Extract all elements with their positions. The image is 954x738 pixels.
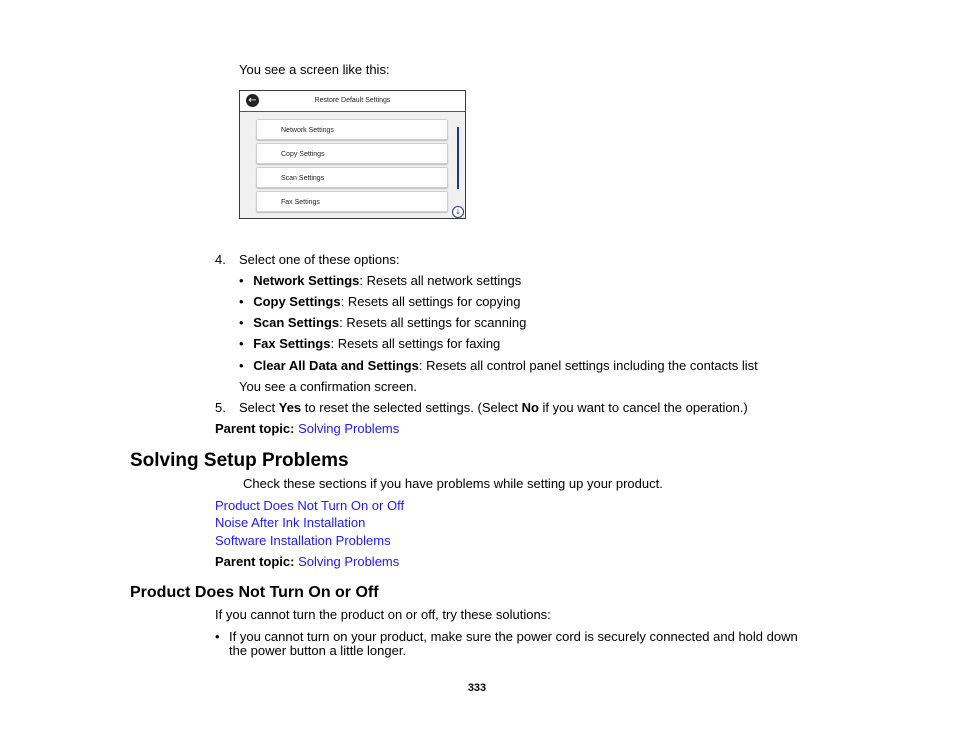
device-item-copy: Copy Settings <box>256 143 448 164</box>
option-label: Clear All Data and Settings <box>253 358 419 373</box>
section-heading: Solving Setup Problems <box>130 450 349 471</box>
option-label: Fax Settings <box>253 336 331 351</box>
step5-mid: to reset the selected settings. (Select <box>301 400 522 415</box>
bullet: • <box>239 273 244 288</box>
bullet: • <box>239 294 244 309</box>
parent-topic-link[interactable]: Solving Problems <box>298 554 400 569</box>
solution-line-1: If you cannot turn on your product, make sure the power cord is securely connected and hold down <box>229 629 798 644</box>
device-screen-title: Restore Default Settings <box>314 97 391 104</box>
bullet: • <box>239 315 244 330</box>
back-arrow-icon: ← <box>246 94 259 107</box>
device-screen-header <box>240 91 465 112</box>
parent-topic-link[interactable]: Solving Problems <box>298 421 400 436</box>
link-noise-ink[interactable]: Noise After Ink Installation <box>215 515 366 530</box>
page-number: 333 <box>467 682 487 694</box>
solution-line-2: the power button a little longer. <box>229 643 407 658</box>
yes-keyword: Yes <box>278 400 302 415</box>
option-desc: : Resets all control panel settings including the contacts list <box>418 358 758 373</box>
step5-pre: Select <box>239 400 279 415</box>
option-desc: : Resets all settings for scanning <box>339 315 527 330</box>
device-screen-image <box>239 90 466 219</box>
parent-topic <box>215 554 399 569</box>
link-software-install[interactable]: Software Installation Problems <box>215 533 391 548</box>
bullet: • <box>239 336 244 351</box>
list-item <box>239 358 758 373</box>
step5-post: if you want to cancel the operation.) <box>538 400 748 415</box>
link-product-power[interactable]: Product Does Not Turn On or Off <box>215 498 405 513</box>
section-intro: Check these sections if you have problems while setting up your product. <box>243 476 663 491</box>
option-label: Scan Settings <box>253 315 340 330</box>
parent-topic <box>215 421 399 436</box>
list-item <box>239 294 521 309</box>
option-label: Copy Settings <box>253 294 341 309</box>
no-keyword: No <box>521 400 539 415</box>
confirmation-text: You see a confirmation screen. <box>239 379 418 394</box>
option-desc: : Resets all network settings <box>359 273 522 288</box>
parent-topic-label: Parent topic: <box>215 421 295 436</box>
option-desc: : Resets all settings for faxing <box>330 336 501 351</box>
parent-topic-label: Parent topic: <box>215 554 295 569</box>
option-desc: : Resets all settings for copying <box>340 294 521 309</box>
subsection-intro: If you cannot turn the product on or off, try these solutions: <box>215 607 551 622</box>
step5-text <box>239 400 748 415</box>
bullet: • <box>239 358 244 373</box>
bullet: • <box>215 629 220 644</box>
device-item-network: Network Settings <box>256 119 448 140</box>
scroll-down-icon: ↓ <box>452 206 464 218</box>
step5-number: 5. <box>215 400 226 415</box>
subsection-heading: Product Does Not Turn On or Off <box>130 584 379 601</box>
list-item <box>239 336 500 351</box>
list-item <box>239 273 521 288</box>
device-scrollbar <box>457 127 459 189</box>
intro-text: You see a screen like this: <box>239 62 390 77</box>
device-item-fax: Fax Settings <box>256 191 448 212</box>
device-item-scan: Scan Settings <box>256 167 448 188</box>
option-label: Network Settings <box>253 273 360 288</box>
step4-number: 4. <box>215 252 226 267</box>
device-screen-list <box>240 112 465 218</box>
step4-text: Select one of these options: <box>239 252 400 267</box>
list-item <box>239 315 526 330</box>
